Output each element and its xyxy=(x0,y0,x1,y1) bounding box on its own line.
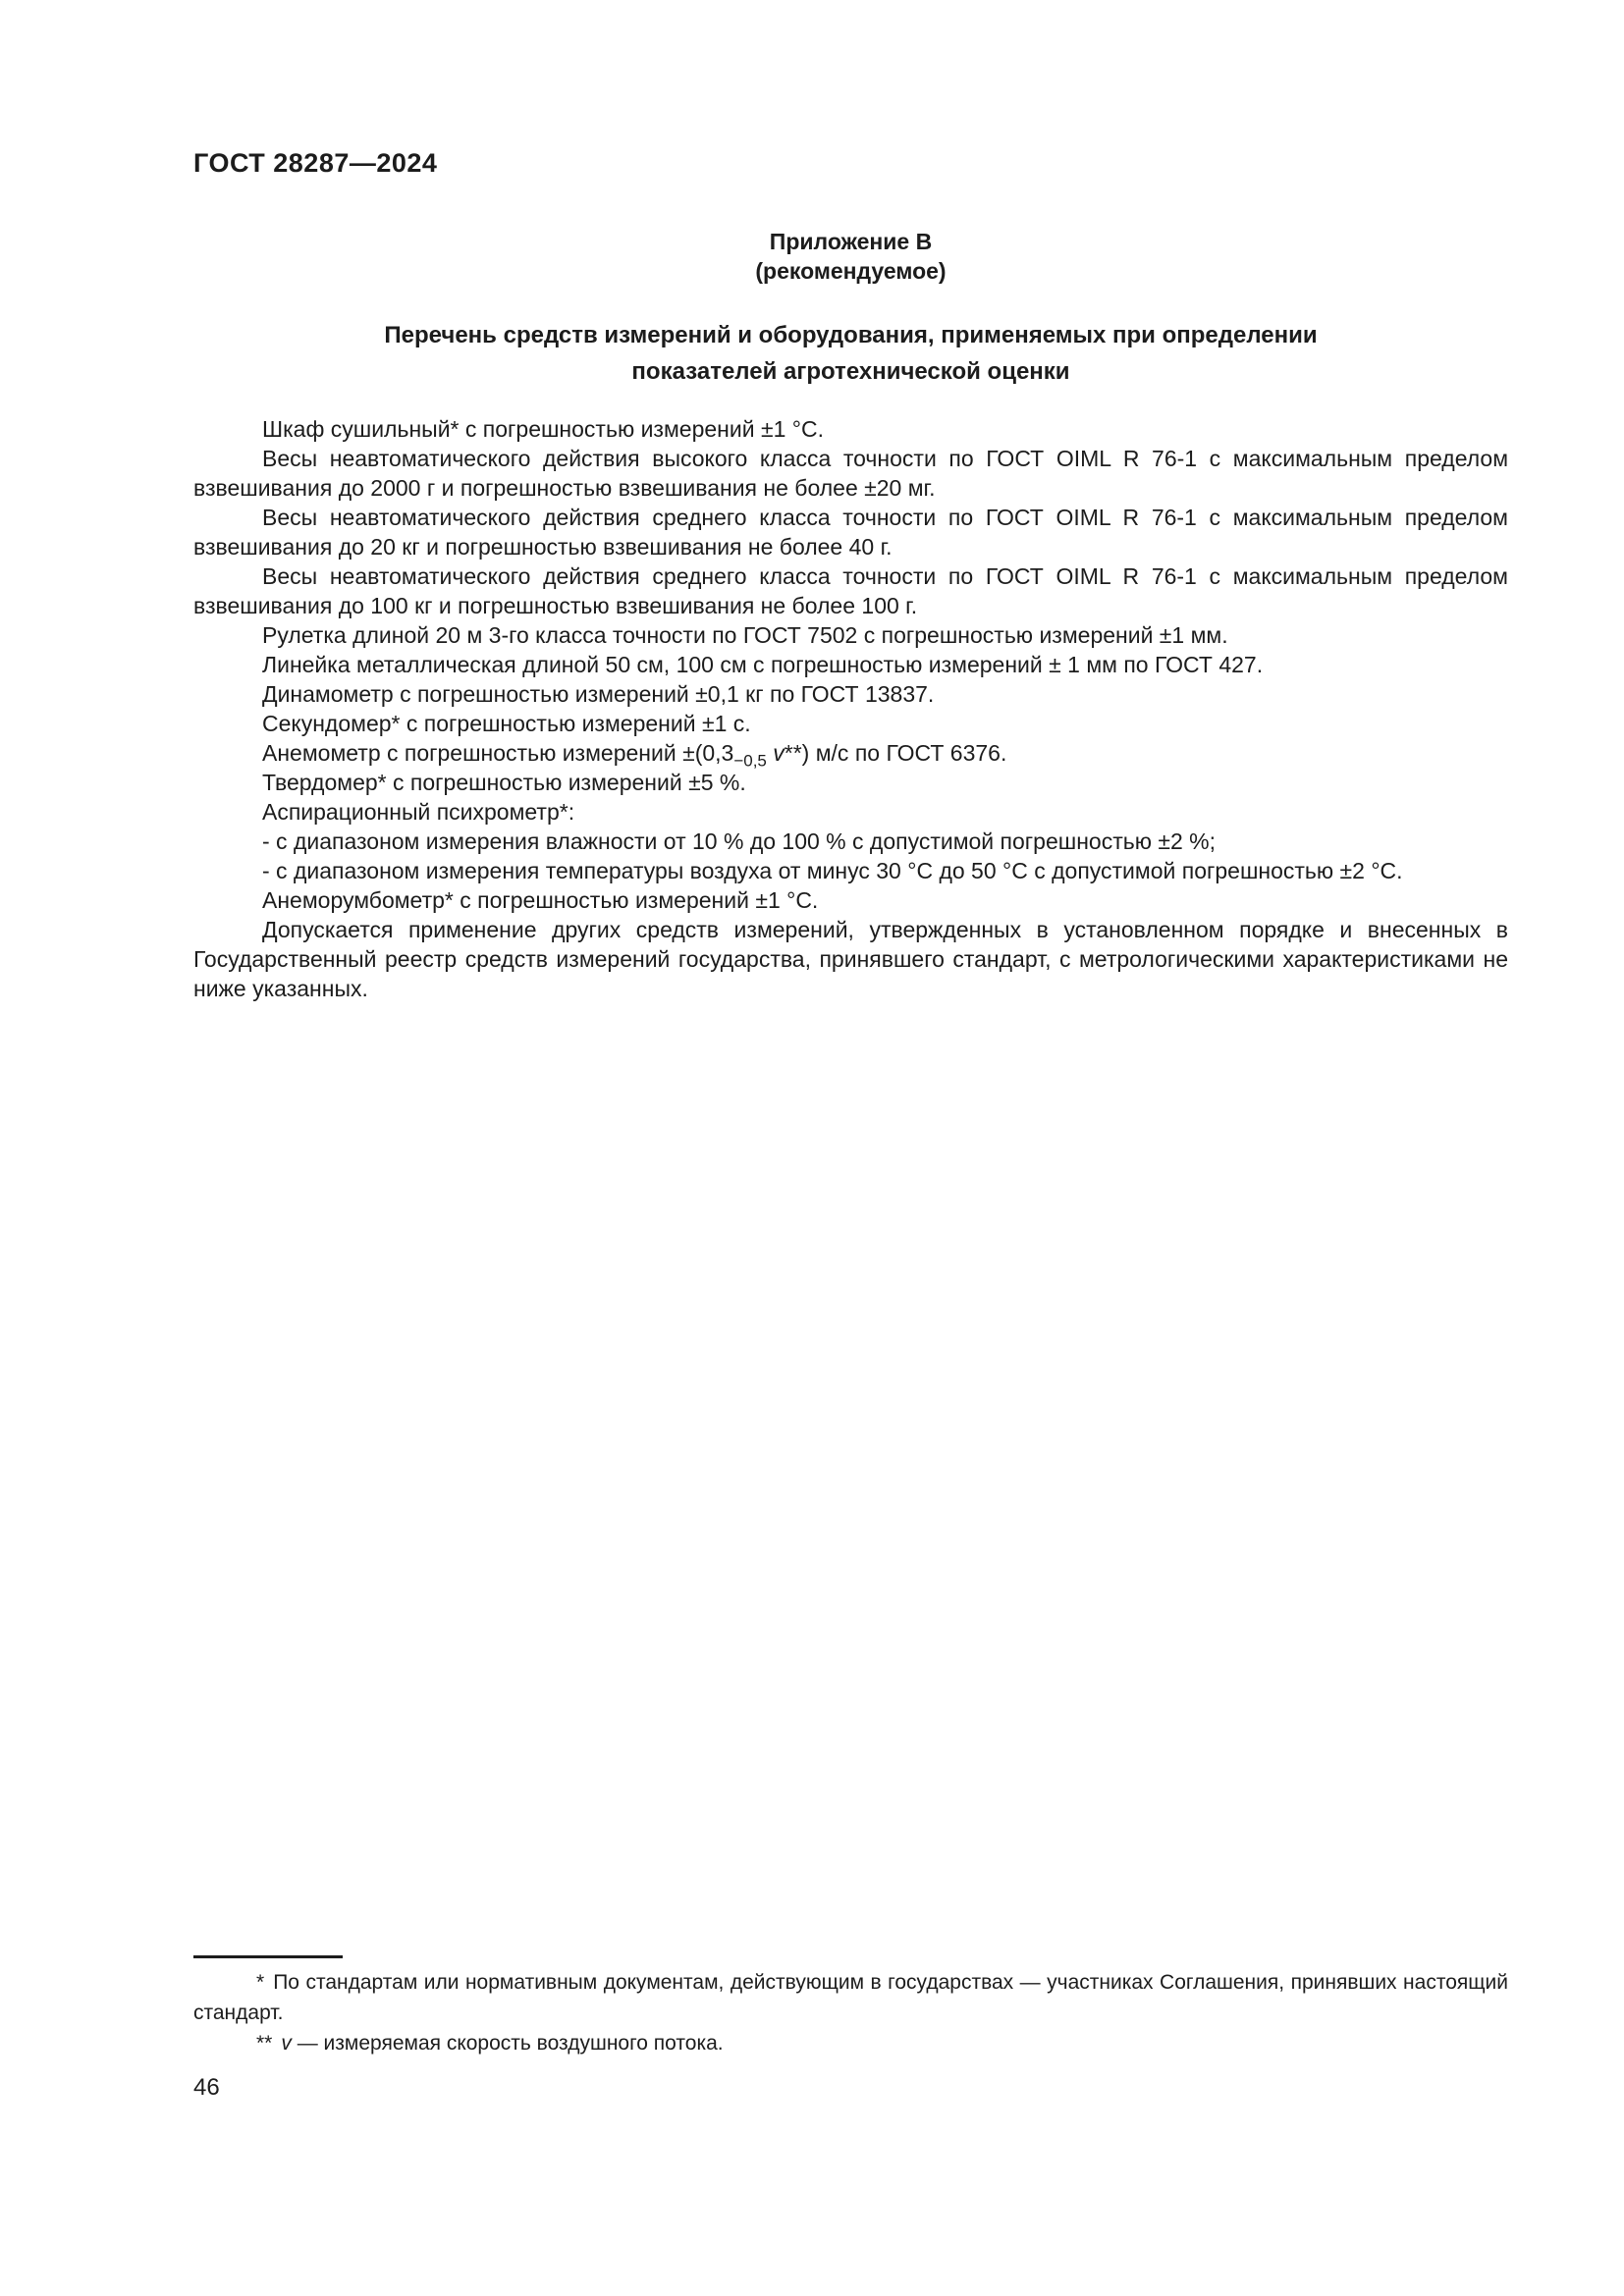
paragraph: Весы неавтоматического действия высокого класса точности по ГОСТ OIML R 76-1 с максимальным пределом взвешивания до 2000 г и погрешностью взвешивания не более ±20 мг. xyxy=(193,446,1508,501)
footnote-2-text: — измеряемая скорость воздушного потока. xyxy=(297,2032,724,2055)
paragraph: Рулетка длиной 20 м 3-го класса точности по ГОСТ 7502 с погрешностью измерений ±1 мм. xyxy=(262,622,1228,648)
paragraph: Весы неавтоматического действия среднего класса точности по ГОСТ OIML R 76-1 с максимальным пределом взвешивания до 100 кг и погрешностью взвешивания не более 100 г. xyxy=(193,563,1508,618)
footnote-1-marker: * xyxy=(256,1971,265,1994)
paragraph: Динамометр с погрешностью измерений ±0,1 кг по ГОСТ 13837. xyxy=(262,681,935,707)
appendix-label: Приложение В xyxy=(769,229,933,254)
paragraph: Секундомер* с погрешностью измерений ±1 с. xyxy=(262,711,751,736)
footnote-2-variable: v xyxy=(281,2032,292,2055)
paragraph: Шкаф сушильный* с погрешностью измерений ±1 °С. xyxy=(262,416,824,442)
doc-code: ГОСТ 28287—2024 xyxy=(193,148,438,178)
footnote-1-text: По стандартам или нормативным документам, действующим в государствах — участниках Соглашения, принявших настоящий стандарт. xyxy=(193,1971,1508,2024)
footnote-separator xyxy=(193,1955,343,1958)
footnote-2 xyxy=(193,2028,1508,2058)
paragraph: - с диапазоном измерения температуры воздуха от минус 30 °С до 50 °С с допустимой погрешностью ±2 °С. xyxy=(262,858,1403,883)
paragraph: Линейка металлическая длиной 50 см, 100 см с погрешностью измерений ± 1 мм по ГОСТ 427. xyxy=(262,652,1264,677)
paragraph: Аспирационный психрометр*: xyxy=(262,799,575,825)
paragraph: Твердомер* с погрешностью измерений ±5 %. xyxy=(262,770,746,795)
body-paragraphs xyxy=(193,414,1508,1003)
paragraph: - с диапазоном измерения влажности от 10 % до 100 % с допустимой погрешностью ±2 %; xyxy=(262,828,1217,854)
footnote-2-marker: ** xyxy=(256,2032,273,2055)
appendix-title xyxy=(193,317,1508,390)
paragraph: Допускается применение других средств измерений, утвержденных в установленном порядке и внесенных в Государственный реестр средств измерений государства, принявшего стандарт, с метрологическими характеристиками не ниже указанных. xyxy=(193,917,1508,1001)
page-number: 46 xyxy=(193,2074,220,2101)
paragraph: Анемометр с погрешностью измерений $\pm(0,3_{-0,5}$ v**) м/с по ГОСТ 6376. xyxy=(262,740,1007,771)
appendix-title-line-2: показателей агротехнической оценки xyxy=(631,358,1070,385)
paragraph: Весы неавтоматического действия среднего класса точности по ГОСТ OIML R 76-1 с максимальным пределом взвешивания до 20 кг и погрешностью взвешивания не более 40 г. xyxy=(193,505,1508,560)
appendix-kind: (рекомендуемое) xyxy=(755,258,947,284)
appendix-title-line-1: Перечень средств измерений и оборудования, применяемых при определении xyxy=(384,322,1318,348)
footnote-1 xyxy=(193,1967,1508,2028)
paragraph: Анеморумбометр* с погрешностью измерений ±1 °С. xyxy=(262,887,819,913)
appendix-heading xyxy=(193,227,1508,286)
